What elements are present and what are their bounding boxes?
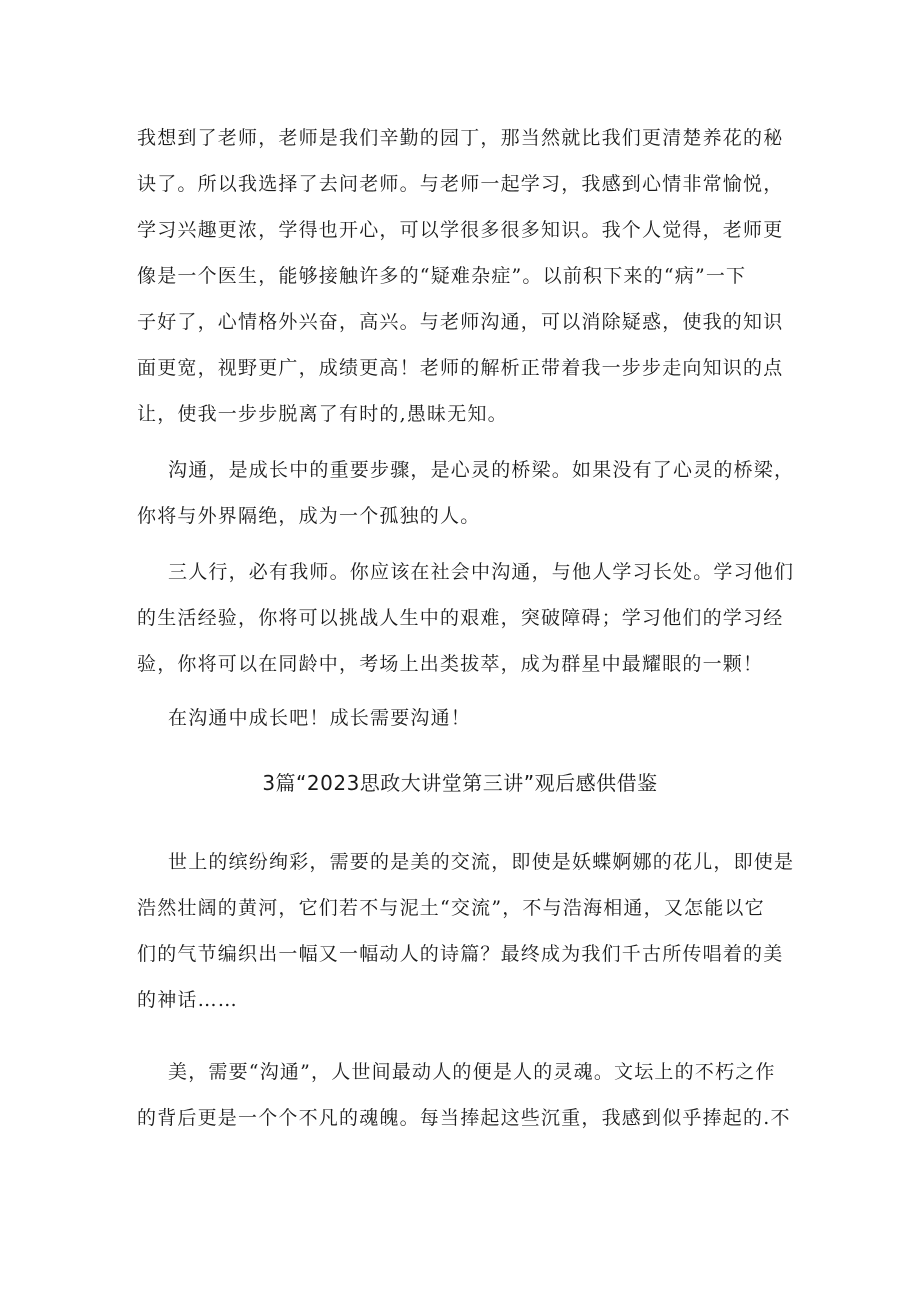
text-line: 学习兴趣更浓，学得也开心，可以学很多很多知识。我个人觉得，老师更 [137, 219, 784, 241]
text-line: 们的气节编织出一幅又一幅动人的诗篇？最终成为我们千古所传唱着的美 [137, 943, 784, 965]
text-line: 美，需要“沟通”，人世间最动人的便是人的灵魂。文坛上的不朽之作 [168, 1061, 776, 1083]
text-line: 的神话…… [137, 989, 239, 1011]
text-line: 让，使我一步步脱离了有时的,愚昧无知。 [137, 403, 508, 425]
text-line: 像是一个医生，能够接触许多的“疑难杂症”。以前积下来的“病”一下 [137, 265, 747, 287]
text-line: 我想到了老师，老师是我们辛勤的园丁，那当然就比我们更清楚养花的秘 [137, 127, 784, 149]
text-line: 的生活经验，你将可以挑战人生中的艰难，突破障碍；学习他们的学习经 [137, 607, 784, 629]
text-line: 三人行，必有我师。你应该在社会中沟通，与他人学习长处。学习他们 [168, 561, 795, 583]
text-line: 沟通，是成长中的重要步骤，是心灵的桥梁。如果没有了心灵的桥梁， [168, 459, 795, 481]
text-line: 面更宽，视野更广，成绩更高！老师的解析正带着我一步步走向知识的点 [137, 357, 784, 379]
text-line: 浩然壮阔的黄河，它们若不与泥土“交流”，不与浩海相通，又怎能以它 [137, 897, 765, 919]
text-line: 你将与外界隔绝，成为一个孤独的人。 [137, 505, 481, 527]
text-line: 验，你将可以在同龄中，考场上出类拔萃，成为群星中最耀眼的一颗！ [137, 653, 764, 675]
text-line: 的背后更是一个个不凡的魂魄。每当捧起这些沉重，我感到似乎捧起的.不 [137, 1107, 791, 1129]
text-line: 世上的缤纷绚彩，需要的是美的交流，即使是妖蝶婀娜的花儿，即使是 [168, 851, 795, 873]
section-heading: 3篇“2023思政大讲堂第三讲”观后感供借鉴 [262, 771, 658, 795]
text-line: 在沟通中成长吧！成长需要沟通！ [168, 707, 472, 729]
text-line: 诀了。所以我选择了去问老师。与老师一起学习，我感到心情非常愉悦， [137, 173, 784, 195]
text-line: 子好了，心情格外兴奋，高兴。与老师沟通，可以消除疑惑，使我的知识 [137, 311, 784, 333]
